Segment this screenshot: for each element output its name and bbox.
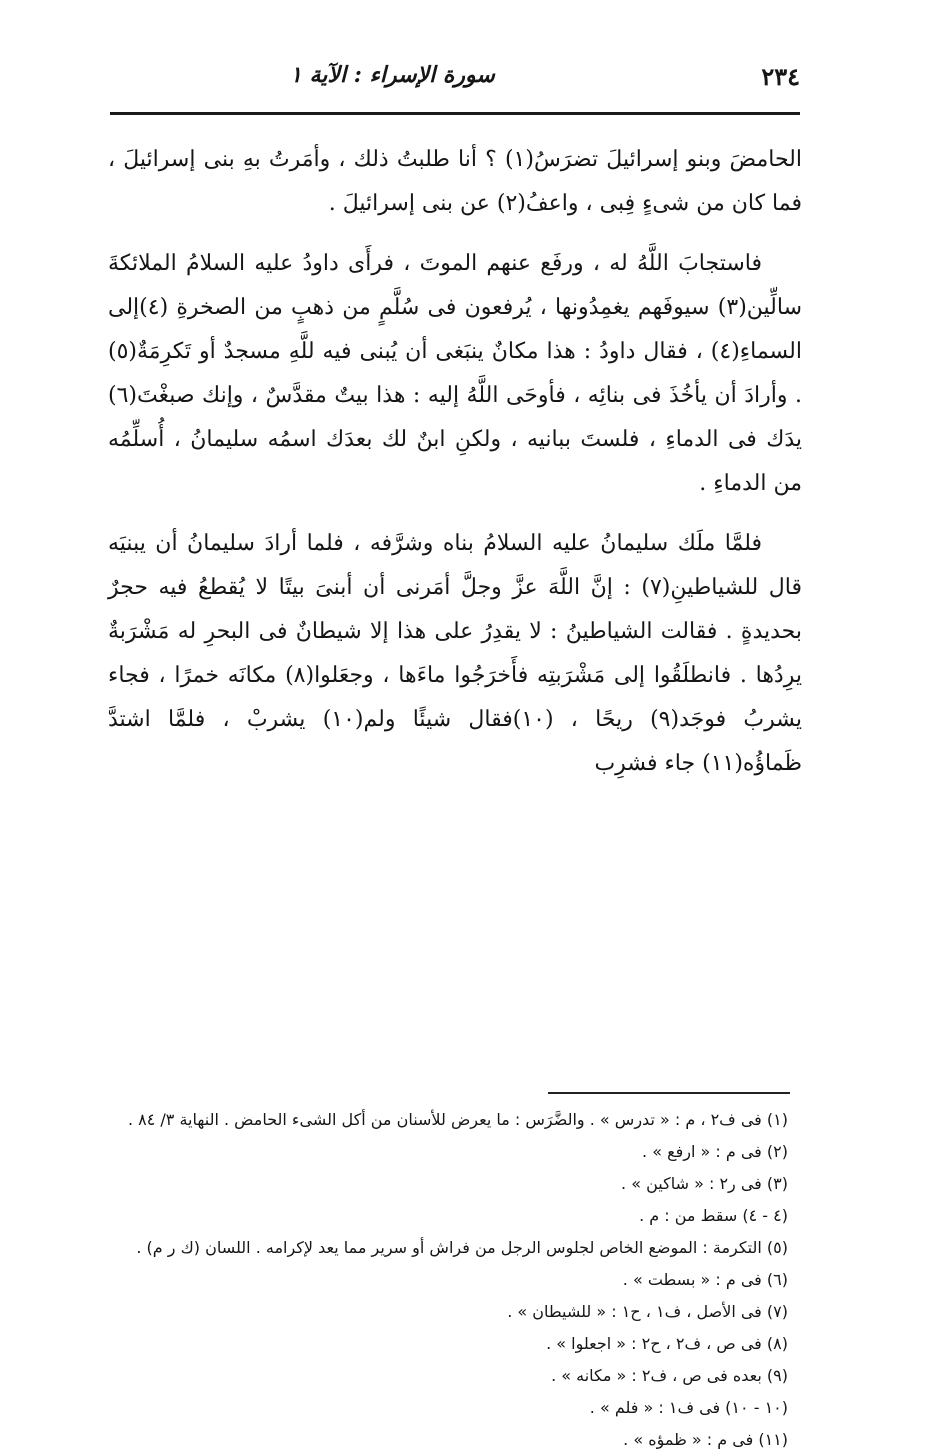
paragraph-3: فلمَّا ملَك سليمانُ عليه السلامُ بناه وشرَّفه ، فلما أرادَ سليمانُ أن يبنيَه قال للشياطينِ(٧) : إنَّ اللَّهَ عزَّ وجلَّ أمَرنى أن أبنىَ بيتًا لا يُقطعُ فيه حجرٌ بحديدةٍ . فقالت الشياطينُ : لا يقدِرُ على هذا إلا شيطانٌ فى البحرِ له مَشْرَبةٌ يرِدُها . فانطلَقُوا إلى مَشْرَبتِه فأَخرَجُوا ماءَها ، وجعَلوا(٨) مكانَه خمرًا ، فجاء يشربُ فوجَد(٩) ريحًا ، (١٠)فقال شيئًا ولم(١٠) يشربْ ، فلمَّا اشتدَّ ظَماؤُه(١١) جاء فشرِب (108, 531, 802, 776)
page-header (110, 62, 800, 102)
footnote-2: (٢) فى م : « ارفع » . (642, 1142, 788, 1161)
footnote-separator (548, 1092, 790, 1094)
footnote-9: (٩) بعده فى ص ، ف٢ : « مكانه » . (551, 1366, 788, 1385)
page-number: ٢٣٤ (761, 62, 800, 91)
footnote-6: (٦) فى م : « بسطت » . (622, 1270, 788, 1289)
footnote-4: (٤ - ٤) سقط من : م . (639, 1206, 788, 1225)
footnote-11: (١١) فى م : « ظمؤه » . (623, 1430, 788, 1449)
footnote-8: (٨) فى ص ، ف٢ ، ح٢ : « اجعلوا » . (546, 1334, 788, 1353)
paragraph-1: الحامضَ وبنو إسرائيلَ تضرَسُ(١) ؟ أنا طلبتُ ذلك ، وأمَرتُ بهِ بنى إسرائيلَ ، فما كان من شىءٍ فِبى ، واعفُ(٢) عن بنى إسرائيلَ . (108, 147, 802, 216)
header-rule (110, 112, 800, 115)
running-head: سورة الإسراء : الآية ١ (290, 62, 495, 88)
footnotes (108, 1104, 788, 1456)
paragraph-2: فاستجابَ اللَّهُ له ، ورفَع عنهم الموتَ ، فرأَى داودُ عليه السلامُ الملائكةَ سالِّين(٣) سيوفَهم يغمِدُونها ، يُرفعون فى سُلَّمٍ من ذهبٍ من الصخرةِ (٤)إلى السماءِ(٤) ، فقال داودُ : هذا مكانٌ ينبَغى أن يُبنى فيه للَّهِ مسجدٌ أو تَكرِمَةٌ(٥) . وأرادَ أن يأخُذَ فى بنائِه ، فأوحَى اللَّهُ إليه : هذا بيتٌ مقدَّسٌ ، وإنك صبغْتَ(٦) يدَك فى الدماءِ ، فلستَ ببانيه ، ولكنِ ابنٌ لك بعدَك اسمُه سليمانُ ، أُسلِّمُه من الدماءِ . (108, 251, 802, 496)
footnote-3: (٣) فى ر٢ : « شاكين » . (621, 1174, 788, 1193)
main-text (108, 138, 802, 802)
footnote-7: (٧) فى الأصل ، ف١ ، ح١ : « للشيطان » . (507, 1302, 788, 1321)
footnote-10: (١٠ - ١٠) فى ف١ : « فلم » . (589, 1398, 788, 1417)
footnote-5: (٥) التكرمة : الموضع الخاص لجلوس الرجل من فراش أو سرير مما يعد لإكرامه . اللسان (ك ر م) . (136, 1238, 788, 1257)
footnote-1: (١) فى ف٢ ، م : « تدرس » . والضَّرَس : ما يعرض للأسنان من أكل الشىء الحامض . النهاية ٣/ ٨٤ . (127, 1110, 788, 1129)
